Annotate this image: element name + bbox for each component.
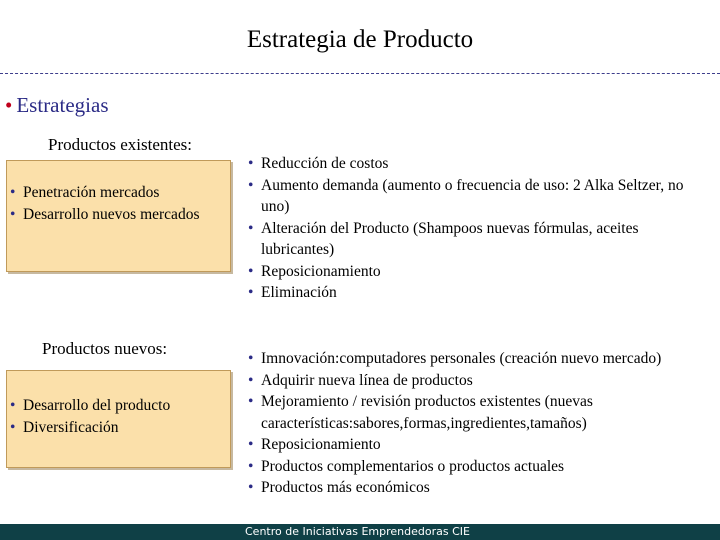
existing-strategies-box	[6, 160, 231, 272]
existing-strategies-list	[245, 153, 715, 304]
section-heading	[5, 93, 109, 118]
new-list-item: • Mejoramiento / revisión productos existentes (nuevas características:sabores,formas,ingredientes,tamaños)	[245, 391, 715, 434]
new-strategies-list	[245, 348, 715, 499]
existing-box-list	[7, 182, 230, 225]
existing-list-item: • Alteración del Producto (Shampoos nuevas fórmulas, aceites lubricantes)	[245, 218, 715, 261]
existing-box-item: • Penetración mercados	[7, 182, 230, 204]
new-list-item: • Productos complementarios o productos actuales	[245, 456, 715, 478]
existing-list-item: • Reducción de costos	[245, 153, 715, 175]
existing-list-item: • Aumento demanda (aumento o frecuencia de uso: 2 Alka Seltzer, no uno)	[245, 175, 715, 218]
new-products-heading: Productos nuevos:	[42, 339, 168, 358]
new-list-item: • Imnovación:computadores personales (creación nuevo mercado)	[245, 348, 715, 370]
bullet-icon: •	[5, 93, 13, 117]
new-box-list	[7, 395, 230, 438]
section-heading-label: Estrategias	[16, 93, 109, 117]
slide-title: Estrategia de Producto	[246, 26, 474, 53]
new-list-item: • Adquirir nueva línea de productos	[245, 370, 715, 392]
title-divider	[0, 73, 720, 74]
existing-products-heading: Productos existentes:	[48, 135, 193, 154]
existing-list-item: • Reposicionamiento	[245, 261, 715, 283]
footer-bar	[0, 524, 720, 540]
new-box-item: • Desarrollo del producto	[7, 395, 230, 417]
new-list-item: • Productos más económicos	[245, 477, 715, 499]
new-box-item: • Diversificación	[7, 417, 230, 439]
new-strategies-box	[6, 370, 231, 468]
existing-list-item: • Eliminación	[245, 282, 715, 304]
new-list-item: • Reposicionamiento	[245, 434, 715, 456]
existing-box-item: • Desarrollo nuevos mercados	[7, 204, 230, 226]
footer-text: Centro de Iniciativas Emprendedoras CIE	[245, 525, 470, 538]
